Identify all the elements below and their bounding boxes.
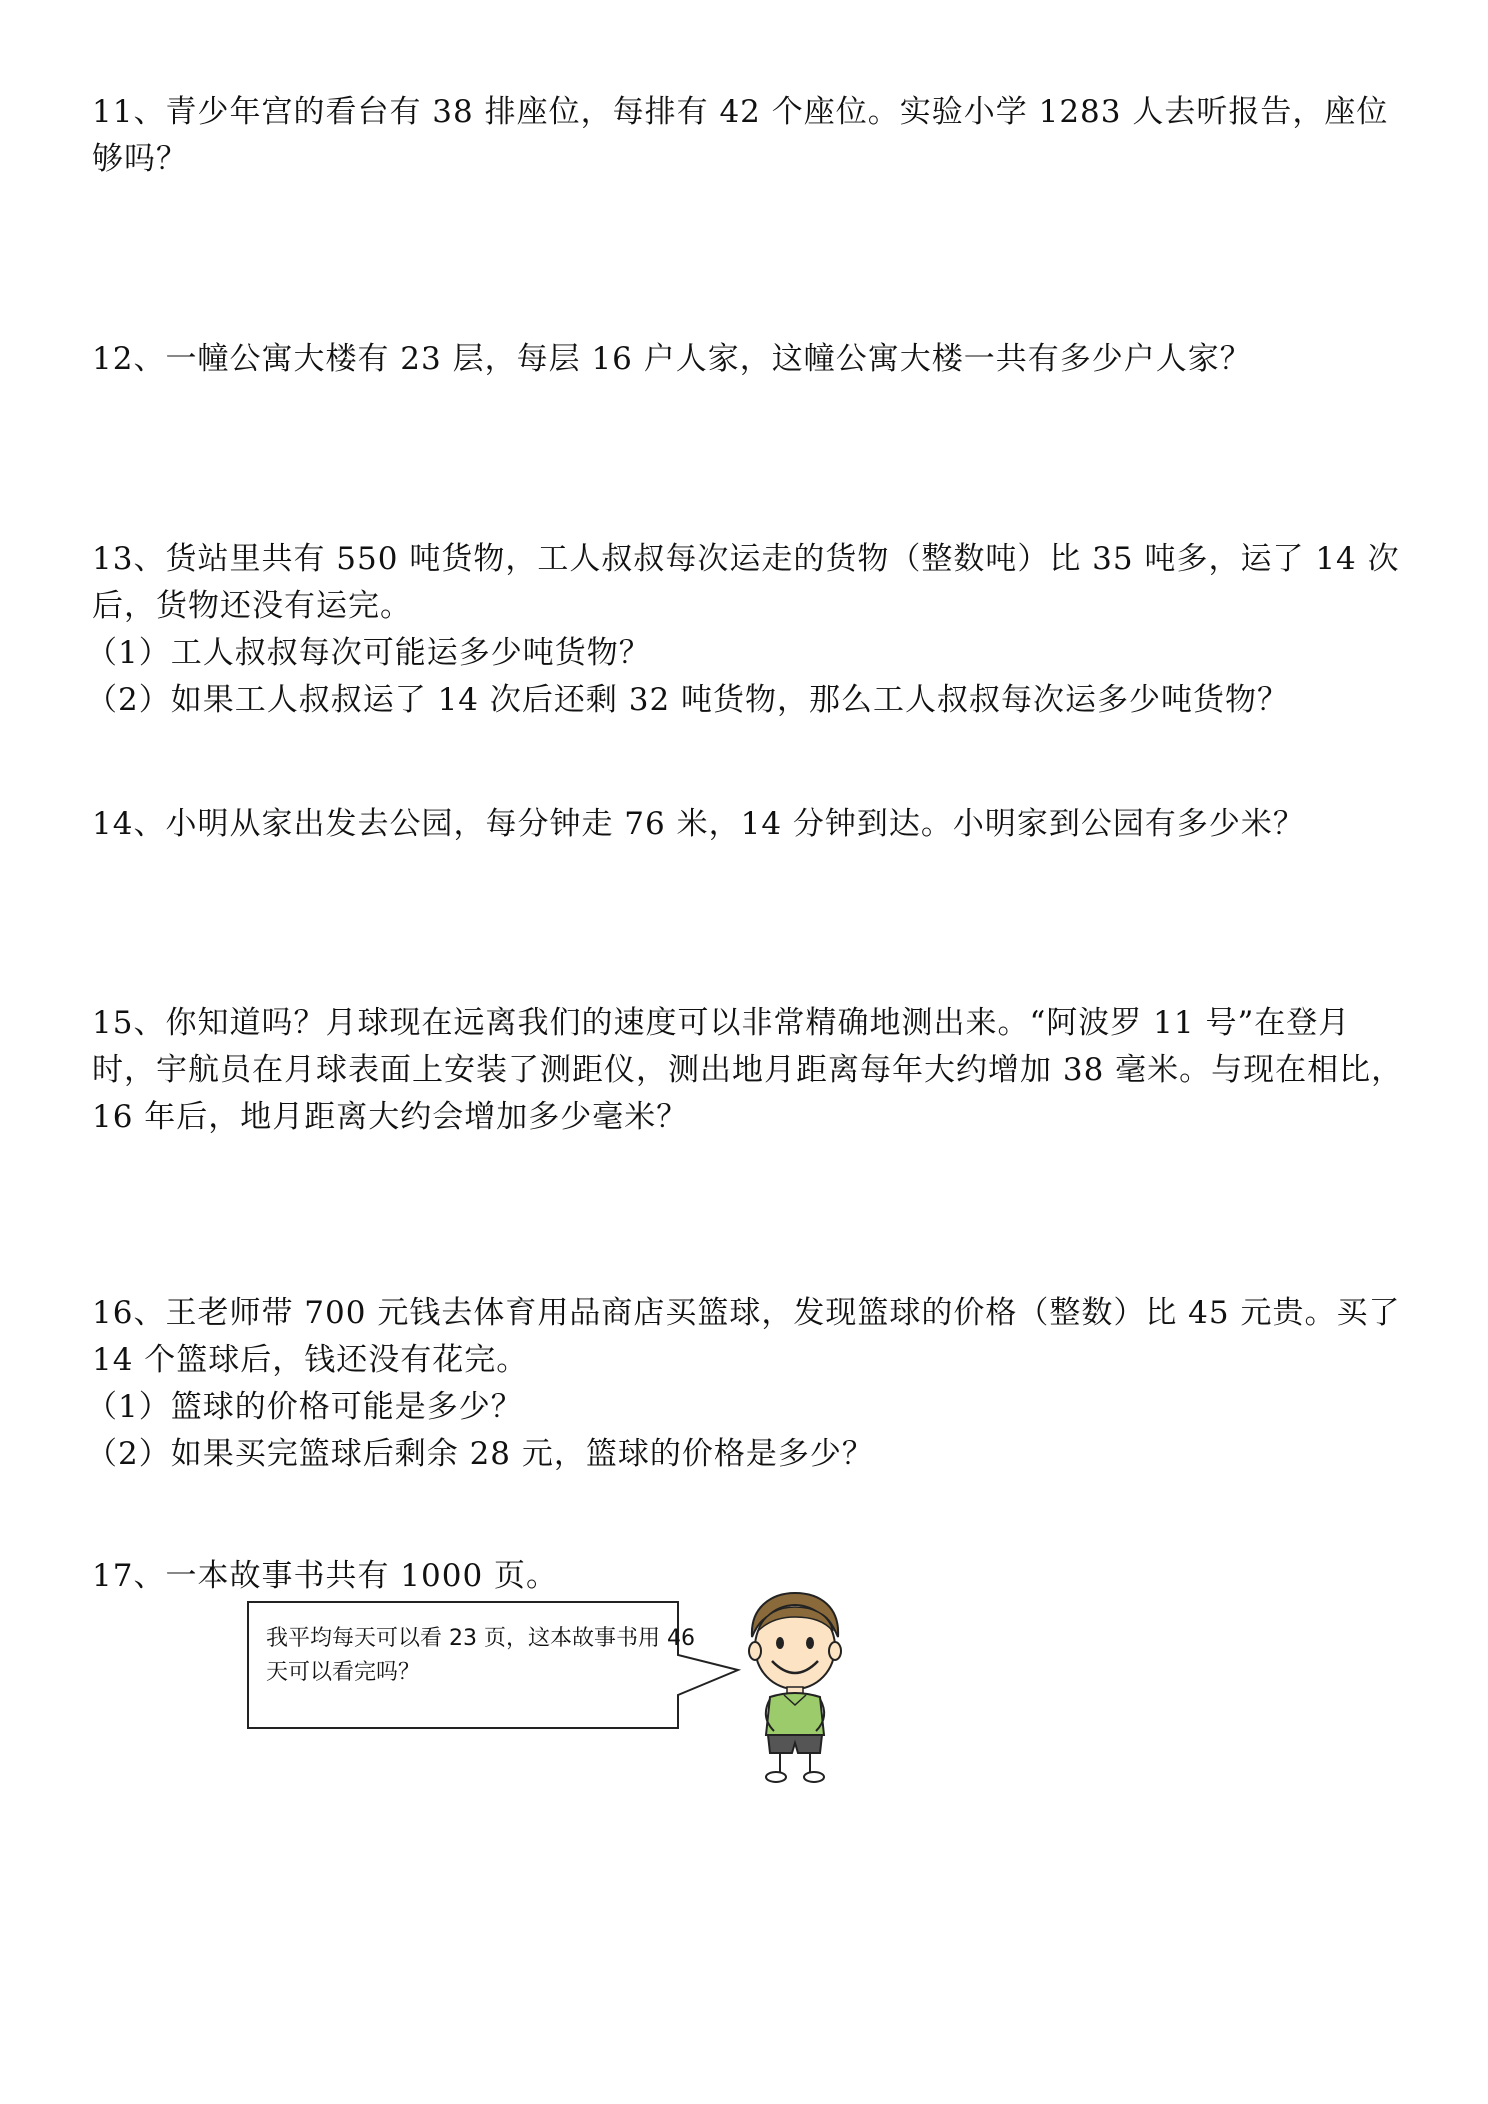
problem-13 — [86, 536, 1404, 724]
problem-12-text: 12、一幢公寓大楼有 23 层，每层 16 户人家，这幢公寓大楼一共有多少户人家？ — [92, 341, 1252, 377]
problem-15 — [92, 1000, 1404, 1141]
speech-bubble — [246, 1600, 746, 1730]
boy-illustration — [740, 1585, 850, 1785]
problem-14-text: 14、小明从家出发去公园，每分钟走 76 米，14 分钟到达。小明家到公园有多少米？ — [92, 806, 1305, 842]
problem-15-text: 15、你知道吗？月球现在远离我们的速度可以非常精确地测出来。“阿波罗 11 号”在登月时，宇航员在月球表面上安装了测距仪，测出地月距离每年大约增加 38 毫米。与现在相比，16 年后，地月距离大约会增加多少毫米？ — [92, 1005, 1404, 1135]
problem-11-text: 11、青少年宫的看台有 38 排座位，每排有 42 个座位。实验小学 1283 人去听报告，座位够吗？ — [92, 94, 1389, 177]
problem-11 — [92, 89, 1404, 183]
problem-17-text: 17、一本故事书共有 1000 页。 — [92, 1558, 559, 1594]
problem-16-sub-2: （2）如果买完篮球后剩余 28 元，篮球的价格是多少？ — [86, 1436, 874, 1472]
problem-12 — [92, 336, 1404, 383]
speech-bubble-text: 我平均每天可以看 23 页，这本故事书用 46 天可以看完吗？ — [266, 1626, 695, 1685]
problem-16-sub-1: （1）篮球的价格可能是多少？ — [86, 1389, 523, 1425]
problem-14 — [92, 801, 1404, 848]
problem-16-text: 16、王老师带 700 元钱去体育用品商店买篮球，发现篮球的价格（整数）比 45 元贵。买了 14 个篮球后，钱还没有花完。 — [92, 1295, 1401, 1378]
problem-13-sub-2: （2）如果工人叔叔运了 14 次后还剩 32 吨货物，那么工人叔叔每次运多少吨货物？ — [86, 682, 1290, 718]
problem-13-sub-1: （1）工人叔叔每次可能运多少吨货物？ — [86, 635, 651, 671]
problem-16 — [86, 1290, 1404, 1478]
problem-13-text: 13、货站里共有 550 吨货物，工人叔叔每次运走的货物（整数吨）比 35 吨多，运了 14 次后，货物还没有运完。 — [92, 541, 1400, 624]
